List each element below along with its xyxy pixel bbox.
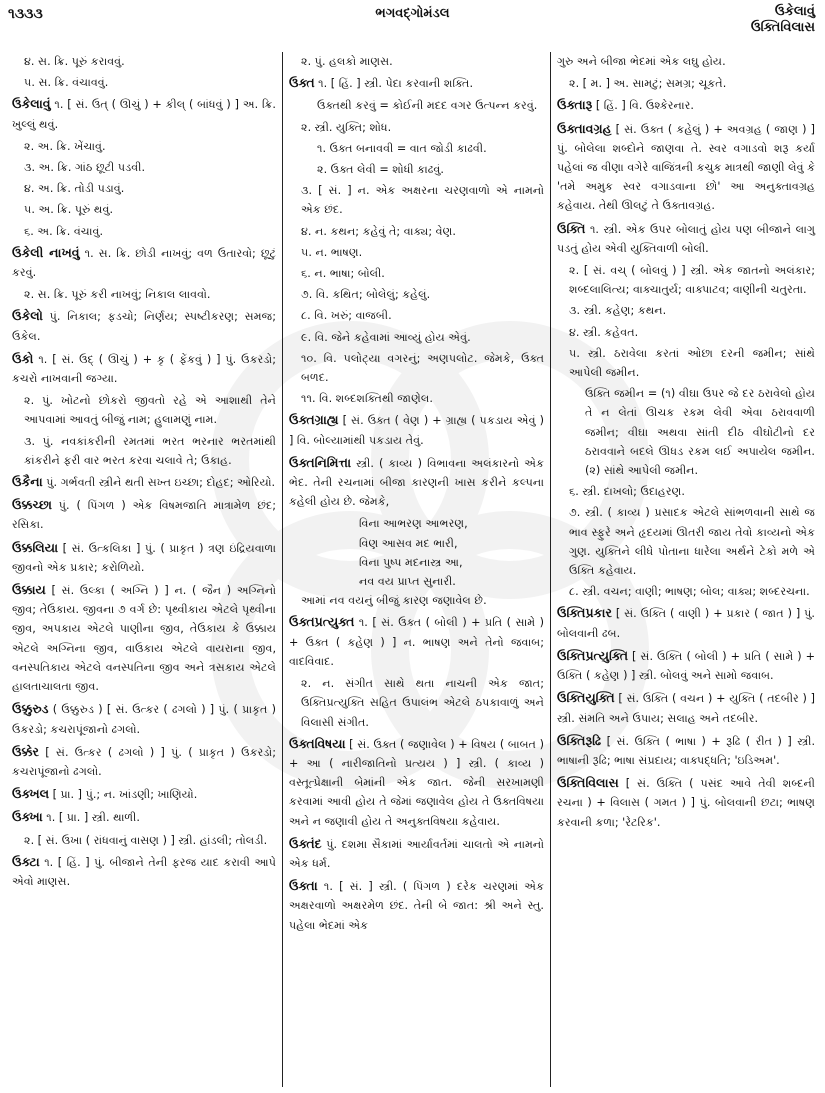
entry-sense: ૮. વિ. ખરું; વાજબી. xyxy=(301,309,392,323)
entry-sense: ૨. ન. સંગીત સાથે થતા નાચની એક જાત; ઉક્તિપ્રત્યુક્તિ સહિત ઉપાલંભ એટલે ઠપકાવાળું અને વિલાસી સંગીત. xyxy=(301,677,544,729)
entry-definition: [ હિં. ] વિ. ઉશ્કેરનાર. xyxy=(592,99,694,113)
entry-definition: [ સં. ઉક્ત ( કહેલું ) + અવગ્રહ ( જાણ ) ] પું. બોલેલા શબ્દોને જાણવા તે. સ્વર વગાડવો શરૂ કર્યા પહેલાં જ વીણા વગેરે વાજિંત્રની કચુક માત્રથી જાણી લેવું કે 'તમે અમુક સ્વર વગાડવાના છો' આ અનુક્તાવગ્રહ કહેવાય. તેથી ઊલટું તે ઉક્તાવગ્રહ. xyxy=(557,122,815,213)
entry-definition: ૧. [ હિં. ] સ્ત્રી. પેદા કરવાની શક્તિ. xyxy=(314,77,474,91)
entry-definition: પું. ( પિંગળ ) એક વિષમજાતિ માત્રામેળ છંદ; રસિકા. xyxy=(12,499,276,532)
entry-headword: ઉક્તંદ xyxy=(289,835,322,851)
entry-definition: ૧. [ પ્રા. ] સ્ત્રી. થાળી. xyxy=(42,811,140,825)
entry-sense: ૪. ન. કથન; કહેવું તે; વાક્ય; વેણ. xyxy=(301,224,456,238)
dictionary-entry xyxy=(12,243,276,282)
entry-headword: ઉકૈના xyxy=(12,474,43,490)
entry-definition: ૧. [ સં. ઉક્ત ( બોલી ) + પ્રતિ ( સામે ) + ઉક્ત ( કહેણ ) ] ન. ભાષણ અને તેનો જવાબ; વાદવિવાદ. xyxy=(289,616,544,668)
entry-definition: ૧. [ હિં. ] પું. બીજાને તેની ફરજ યાદ કરાવી આપે એવો માણસ. xyxy=(12,855,276,888)
entry-sense: ૩. અ. ક્રિ. ગાંઠ છૂટી પડવી. xyxy=(24,161,146,175)
entry-sense: ૧૧. વિ. શબ્દશક્તિથી જાણેલ. xyxy=(301,392,433,406)
entry-definition: ૧. સ. ક્રિ. છોડી નાખવું; વળ ઉતારવો; છૂટું કરવું. xyxy=(12,246,276,280)
dictionary-entry xyxy=(557,95,815,115)
page-header xyxy=(0,0,825,50)
entry-headword: ઉક્તપ્રત્યુક્ત xyxy=(289,614,355,630)
running-title: ભગવદ્ગોમંડલ xyxy=(375,6,450,21)
entry-sense: ૪. સ. ક્રિ. પૂરું કરાવવું. xyxy=(24,55,125,68)
dictionary-entry xyxy=(557,646,815,685)
entry-sense: ૯. વિ. જેને કહેવામાં આવ્યું હોય એવું. xyxy=(301,330,471,344)
dictionary-entry xyxy=(557,219,815,258)
guide-words xyxy=(751,4,815,36)
entry-sense: ૨. પું. હલકો માણસ. xyxy=(301,55,393,68)
entry-definition: [ સં. ઉત્કર ( ઢગલો ) ] પું. ( પ્રાકૃત ) ઉકરડો; કચરાપૂંજાનો ઢગલો. xyxy=(12,745,276,778)
entry-sense: ૨. [ સં. વચ્ ( બોલવું ) ] સ્ત્રી. એક જાતનો અલંકાર; શબ્દલાલિત્ય; વાક્ચાતુર્ય; વાક્પાટવ; વાણીની ચતુરતા. xyxy=(569,264,815,297)
example-verse-line: વિણ આસવ મદ ભારી, xyxy=(359,536,458,550)
dictionary-entry xyxy=(289,410,544,449)
dictionary-entry xyxy=(557,773,815,832)
entry-headword: ઉક્કાય xyxy=(12,582,46,598)
column-3 xyxy=(550,52,821,1087)
entry-sense: ૩. [ સં. ] ન. એક અક્ષરના ચરણવાળો એ નામનો એક છંદ. xyxy=(301,184,544,217)
entry-definition: [ સં. ઉક્તિ ( બોલી ) + પ્રતિ ( સામે ) + ઉક્તિ ( કહેણ ) ] સ્ત્રી. બોલવું અને સામો જવાબ. xyxy=(557,649,815,683)
dictionary-entry xyxy=(12,580,276,696)
dictionary-entry xyxy=(12,699,276,738)
entry-sense: ૫. સ. ક્રિ. વંચાવવું. xyxy=(24,76,109,90)
entry-headword: ઉકેલાવું xyxy=(12,96,51,112)
example-verse-line: વિના આભરણ આભરણ, xyxy=(359,517,468,531)
entry-sense: ૭. વિ. કથિત; બોલેલું; કહેલું. xyxy=(301,288,431,302)
entry-definition: [ સં. ઉક્તિ ( ભાષા ) + રૂઢિ ( રીત ) ] સ્ત્રી. ભાષાની રૂઢિ; ભાષા સંપ્રદાય; વાક્પદ્ધતિ; 'ઇડિઅમ'. xyxy=(557,734,815,767)
entry-headword: ઉક્તગ્રાહ્ય xyxy=(289,412,339,428)
guide-word-last: ઉક્તિવિલાસ xyxy=(750,20,815,35)
entry-sense: ૧૦. વિ. પલોટ્યા વગરનું; અણપલોટ. જેમકે, ઉક્ત બળદ. xyxy=(301,351,544,385)
entry-sense: ૩. સ્ત્રી. કહેણ; કથન. xyxy=(569,304,667,318)
dictionary-entry xyxy=(12,495,276,534)
entry-subsense: ઉક્તથી કરવું = કોઈની મદદ વગર ઉત્પન્ન કરવું. xyxy=(317,99,538,113)
entry-definition: પું. ગર્ભવતી સ્ત્રીને થતી સખ્ત ઇચ્છા; દોહદ; ઓરિયો. xyxy=(42,476,276,490)
dictionary-entry xyxy=(12,807,276,827)
entry-headword: ઉક્તનિમિત્તા xyxy=(289,454,352,470)
entry-definition: [ પ્રા. ] પું.; ન. ખાંડણી; ખાણિયો. xyxy=(49,788,198,802)
dictionary-entry xyxy=(12,742,276,781)
dictionary-entry xyxy=(289,876,544,935)
guide-word-first: ઉકેલાવું xyxy=(774,4,815,19)
column-1 xyxy=(6,52,282,1087)
entry-sense: ૨. [ મ. ] અ. સામટું; સમગ્ર; ચૂકતે. xyxy=(569,77,727,91)
entry-sense: ૬. ન. ભાષા; બોલી. xyxy=(301,267,385,281)
entry-definition: [ સં. ઉક્ત ( વેણ ) + ગ્રાહ્ય ( પકડાય એવું ) ] વિ. બોલ્યામાંથી પકડાય તેવું. xyxy=(289,414,544,447)
dictionary-entry xyxy=(557,731,815,770)
entry-paragraph: આમાં નવ વયનું બીજું કારણ જણાવેલ છે. xyxy=(301,594,487,608)
entry-headword: ઉક્તારૂ xyxy=(557,97,593,113)
dictionary-entry xyxy=(12,538,276,577)
dictionary-entry xyxy=(557,688,815,727)
entry-definition: ૧. [ સં. ] સ્ત્રી. ( પિંગળ ) દરેક ચરણમાં એક અક્ષરવાળો અક્ષરમેળ છંદ. તેની બે જાત: શ્રી અને સ્તુ. પહેલા ભેદમાં એક xyxy=(289,880,544,932)
dictionary-entry xyxy=(289,734,544,831)
entry-definition: ૧. સ્ત્રી. એક ઉપર બોલાતું હોય પણ બીજાને લાગુ પડતું હોય એવી યુક્તિવાળી બોલી. xyxy=(557,222,815,255)
entry-subsense: ૧. ઉક્ત બનાવવી = વાત જોડી કાઢવી. xyxy=(317,141,487,155)
entry-sense: ૪. સ્ત્રી. કહેવત. xyxy=(569,325,639,339)
dictionary-entry xyxy=(289,73,544,93)
entry-definition: [ સં. ઉક્ત ( જણાવેલ ) + વિષય ( બાબત ) + આ ( નારીજાતિનો પ્રત્યય ) ] સ્ત્રી. ( કાવ્ય ) વસ્તૂત્પ્રેક્ષાની બેમાંની એક જાત. જેની સરખામણી કરવામાં આવી હોય તે જેમાં જણાવેલ હોય તે ઉક્તવિષયા અને ન જણાવી હોય તે અનુક્તવિષયા કહેવાય. xyxy=(289,737,544,828)
entry-sense: ૨. પું. ખોટનો છોકરો જીવતો રહે એ આશાથી તેને આપવામાં આવતું બીજું નામ; હુલામણું નામ. xyxy=(24,394,276,427)
entry-definition: [ સં. ઉલ્કા ( અગ્નિ ) ] ન. ( જૈન ) અગ્નિનો જીવ; તેઉકાય. જીવના ૭ વર્ગ છે: પૃથ્વીકાય એટલે પૃથ્વીના જીવ, અપકાય એટલે પાણીના જીવ, તેઉકાય કે ઉક્કાય એટલે અગ્નિના જીવ, વાઉકાય એટલે વાયરાના જીવ, વનસ્પતિકાય એટલે વનસ્પતિના જીવ અને ત્રસકાય એટલે હાલતાચાલતા જીવ. xyxy=(12,584,276,694)
column-2 xyxy=(282,52,550,1087)
entry-sense: ૫. અ. ક્રિ. પૂરું થવું. xyxy=(24,203,114,217)
entry-sense: ૫. ન. ભાષણ. xyxy=(301,245,363,259)
entry-headword: ઉક્તિ xyxy=(557,220,586,236)
entry-sense: ૨. સ. ક્રિ. પૂરું કરી નાખવું; નિકાલ લાવવો. xyxy=(24,288,211,302)
entry-headword: ઉક્તિયુક્તિ xyxy=(557,690,615,706)
entry-headword: ઉક્તિરૂઢિ xyxy=(557,732,602,748)
entry-headword: ઉક્ખા xyxy=(12,809,43,825)
entry-sense: ૭. સ્ત્રી. ( કાવ્ય ) પ્રસાદક એટલે સાંભળવાની સાથે જ ભાવ સ્ફુરે અને હૃદયમાં ઊતરી જાય તેવો કાવ્યનો એક ગુણ. યુક્તિને લીધે પોતાના ધારેલા અર્થને ટેકો મળે એ ઉક્તિ કહેવાય. xyxy=(569,506,815,578)
entry-headword: ઉક્કલિયા xyxy=(12,539,59,555)
entry-definition: [ સં. ઉક્તિ ( પસંદ આવે તેવી શબ્દની રચના ) + વિલાસ ( ગમત ) ] પું. બોલવાની છટા; ભાષણ કરવાની કળા; 'રેટરિક'. xyxy=(557,777,815,829)
dictionary-entry xyxy=(12,472,276,492)
entry-definition: સ્ત્રી. ( કાવ્ય ) વિભાવના અલંકારનો એક ભેદ. તેની રચનામાં બીજા કારણની ખાસ કરીને કલ્પના કહેલી હોય છે. જેમકે, xyxy=(289,456,544,509)
entry-definition: પું. નિકાલ; ફડચો; નિર્ણય; સ્પષ્ટીકરણ; સમજ; ઉકેલ. xyxy=(12,310,276,343)
entry-headword: ઉક્તિવિલાસ xyxy=(557,775,619,791)
dictionary-entry xyxy=(12,306,276,345)
entry-subsense: ૨. ઉક્ત લેવી = શોધી કાઢવું. xyxy=(317,163,444,177)
entry-headword: ઉક્તાવગ્રહ xyxy=(557,120,612,136)
dictionary-entry xyxy=(289,612,544,671)
dictionary-columns xyxy=(6,52,821,1087)
entry-sense: ૨. અ. ક્રિ. ખેંચાવું. xyxy=(24,139,106,153)
entry-headword: ઉક્તિપ્રકાર xyxy=(557,605,612,621)
entry-headword: ઉક્કેર xyxy=(12,743,39,759)
entry-sense: ૮. સ્ત્રી. વચન; વાણી; ભાષણ; બોલ; વાક્ય; શબ્દરચના. xyxy=(569,585,810,599)
entry-sense: ૬. સ્ત્રી. દાખલો; ઉદાહરણ. xyxy=(569,485,685,499)
dictionary-entry xyxy=(12,784,276,804)
entry-sense: ૬. અ. ક્રિ. વંચાવું. xyxy=(24,224,104,238)
entry-definition: પું. દશમા સૈકામાં આર્યાવર્તમાં ચાલતો એ નામનો એક ધર્મ. xyxy=(289,837,544,870)
entry-sense: ૨. [ સં. ઉખા ( રાંધવાનું વાસણ ) ] સ્ત્રી. હાંડલી; તોલડી. xyxy=(24,833,268,847)
entry-headword: ઉક્તિપ્રત્યુક્તિ xyxy=(557,647,629,663)
entry-headword: ઉક્તવિષયા xyxy=(289,735,346,751)
entry-headword: ઉક્કુરુડ xyxy=(12,701,49,717)
dictionary-entry xyxy=(289,453,544,512)
example-verse-line: નવ વય પ્રાપ્ત સુનારી. xyxy=(359,575,456,589)
dictionary-entry xyxy=(557,119,815,216)
entry-definition: [ સં. ઉત્કલિકા ] પું. ( પ્રાકૃત ) ત્રણ ઇંદ્રિયવાળા જીવનો એક પ્રકાર; કરોળિયો. xyxy=(12,541,276,574)
entry-headword: ઉક્ત xyxy=(289,75,315,91)
entry-definition: [ સં. ઉક્તિ ( વાણી ) + પ્રકાર ( જાત ) ] પું. બોલવાની ઢબ. xyxy=(557,607,815,640)
entry-definition: ૧. [ સં. ઉદ્ ( ઊચું ) + કૃ ( ફેંકવું ) ] પું. ઉકરડો; કચરો નાખવાની જગ્યા. xyxy=(12,352,276,386)
entry-sense: ૪. અ. ક્રિ. તોડી પડાવું. xyxy=(24,182,125,196)
page-number: ૧૩૩૩ xyxy=(8,6,43,22)
entry-definition: [ સં. ઉક્તિ ( વચન ) + યુક્તિ ( તદબીર ) ] સ્ત્રી. સંમતિ અને ઉપાય; સલાહ અને તદબીર. xyxy=(557,692,815,725)
dictionary-entry xyxy=(12,349,276,388)
dictionary-entry xyxy=(557,603,815,642)
entry-headword: ઉકેલી નાખવું xyxy=(12,244,80,260)
entry-sense: ૫. સ્ત્રી. ઠરાવેલા કરતાં ઓછા દરની જમીન; સાંથે આપેલી જમીન. xyxy=(569,346,815,380)
entry-headword: ઉકેલો xyxy=(12,308,43,324)
entry-subsense: ઉક્તિ જમીન = (૧) વીઘા ઉપર જે દર ઠરાવેલો હોય તે ન લેતાં ઊચક રકમ લેવી એવા ઠરાવવાળી જમીન; વીઘા અથવા સાંતી દીઠ વીઘોટીનો દર ઠરાવવાને બદલે ઊધડ રકમ લઈ અપાયેલ જમીન. (૨) સાંથે આપેલી જમીન. xyxy=(585,387,815,478)
example-verse-line: વિના પુષ્પ મદનાસ્ત્ર આ, xyxy=(359,555,463,569)
entry-headword: ઉક્કચ્છા xyxy=(12,497,52,513)
entry-headword: ઉક્ખલ xyxy=(12,786,50,802)
dictionary-entry xyxy=(289,834,544,873)
entry-definition: ૧. [ સં. ઉત્ ( ઊચું ) + કીલ્ ( બાંધવું ) ] અ. ક્રિ. ખુલ્લું થવું. xyxy=(12,98,276,131)
entry-sense: ૨. સ્ત્રી. યુક્તિ; શોધ. xyxy=(301,120,392,134)
dictionary-entry xyxy=(12,94,276,133)
entry-headword: ઉકો xyxy=(12,350,34,366)
dictionary-entry xyxy=(12,852,276,891)
entry-headword: ઉક્તા xyxy=(289,878,318,894)
entry-paragraph: ગુરુ અને બીજા ભેદમાં એક લઘુ હોય. xyxy=(557,55,726,68)
entry-sense: ૩. પું. નવકાંકરીની રમતમાં ભરત ભરનાર ભરતમાંથી કાંકરીને ફરી વાર ભરત કરવા ચલાવે તે; ઉકાહ. xyxy=(24,434,276,467)
entry-definition: ( ઉક્કુરુડ ) [ સં. ઉત્કર ( ઢગલો ) ] પું. ( પ્રાકૃત ) ઉકરડો; કચરાપૂંજાનો ઢગલો. xyxy=(12,703,276,736)
entry-headword: ઉક્ટા xyxy=(12,853,40,869)
